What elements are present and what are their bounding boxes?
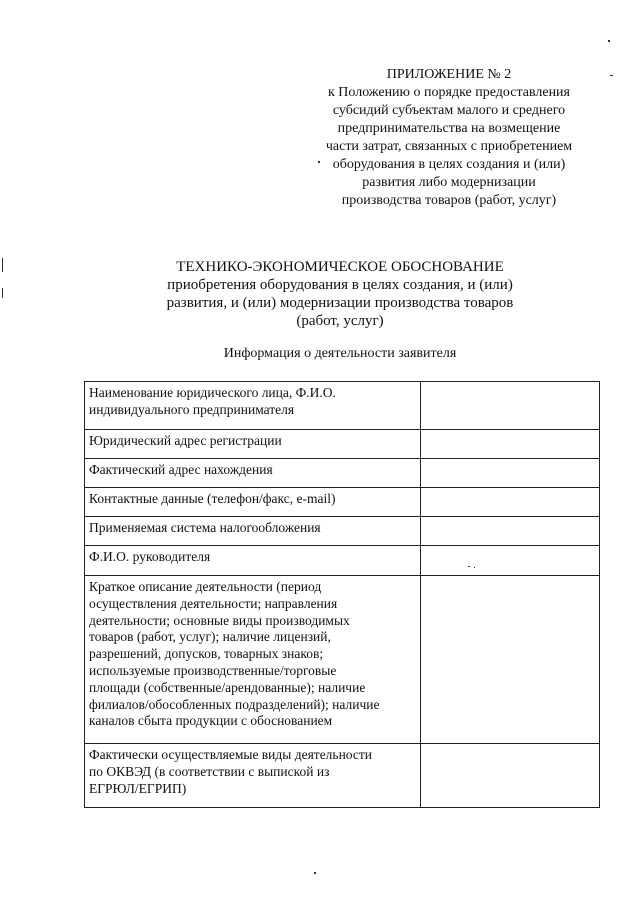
row-label [85,576,421,744]
document-title-line: приобретения оборудования в целях создания, и (или) [167,277,513,293]
appendix-line: субсидий субъектам малого и среднего [332,103,566,118]
appendix-line: оборудования в целях создания и (или) [332,157,566,172]
row-value-cell[interactable] [420,488,599,517]
table-row [85,744,600,808]
row-label [85,459,421,488]
row-value-cell[interactable] [420,546,599,576]
table-row [85,576,600,744]
row-label-line: индивидуального предпринимателя [89,401,295,417]
document-title-heading: ТЕХНИКО-ЭКОНОМИЧЕСКОЕ ОБОСНОВАНИЕ [176,259,504,275]
scan-mark [2,258,3,272]
scan-mark [608,40,610,42]
document-title-line: развития, и (или) модернизации производства товаров [166,295,514,311]
row-label-line: Контактные данные (телефон/факс, e-mail) [89,491,336,506]
row-label-line: осуществления деятельности; направления [89,595,338,611]
row-label [85,744,421,808]
row-label-line: по ОКВЭД (в соответствии с выпиской из [89,763,330,779]
table-row [85,488,600,517]
row-label-line: товаров (работ, услуг); наличие лицензий, [89,629,331,645]
appendix-line: производства товаров (работ, услуг) [341,193,557,208]
row-label-line: используемые производственные/торговые [89,662,337,678]
scan-mark [474,567,475,568]
document-title-line: (работ, услуг) [296,313,384,329]
table-row [85,382,600,430]
row-label-line: филиалов/обособленных подразделений); наличие [89,696,380,712]
scan-mark [468,566,470,567]
scan-mark [2,288,3,298]
row-label-line: Фактический адрес нахождения [89,462,273,477]
row-label-line: Краткое описание деятельности (период [89,579,322,594]
row-value-cell[interactable] [420,517,599,546]
appendix-header [300,66,598,210]
row-label-line: каналов сбыта продукции с обоснованием [89,713,333,729]
row-label [85,546,421,576]
row-label-line: разрешений, допусков, товарных знаков; [89,646,324,662]
row-label [85,430,421,459]
row-label-line: Ф.И.О. руководителя [89,549,211,564]
scan-mark [314,872,316,874]
row-label-line: Фактически осуществляемые виды деятельности [89,747,373,762]
table-row [85,546,600,576]
row-label-line: Юридический адрес регистрации [89,433,282,448]
table-row [85,459,600,488]
applicant-info-table [84,381,600,808]
row-label-line: Наименование юридического лица, Ф.И.О. [89,385,336,400]
row-value-cell[interactable] [420,459,599,488]
row-value-cell[interactable] [420,576,599,744]
row-label-line: деятельности; основные виды производимых [89,612,350,628]
appendix-line: предпринимательства на возмещение [337,121,561,136]
section-title: Информация о деятельности заявителя [223,346,457,361]
row-label [85,517,421,546]
row-label [85,488,421,517]
row-value-cell[interactable] [420,744,599,808]
appendix-line: части затрат, связанных с приобретением [325,139,573,154]
row-label-line: ЕГРЮЛ/ЕГРИП) [89,780,187,796]
scan-mark [318,161,320,163]
row-value-cell[interactable] [420,430,599,459]
appendix-line: развития либо модернизации [362,175,536,190]
scan-mark [610,75,613,76]
row-value-cell[interactable] [420,382,599,430]
row-label-line: площади (собственные/арендованные); наличие [89,679,366,695]
appendix-line: к Положению о порядке предоставления [328,85,570,100]
row-label-line: Применяемая система налогообложения [89,520,321,535]
row-label [85,382,421,430]
table-row [85,430,600,459]
table-row [85,517,600,546]
appendix-number: ПРИЛОЖЕНИЕ № 2 [386,67,512,82]
document-title [120,258,560,330]
